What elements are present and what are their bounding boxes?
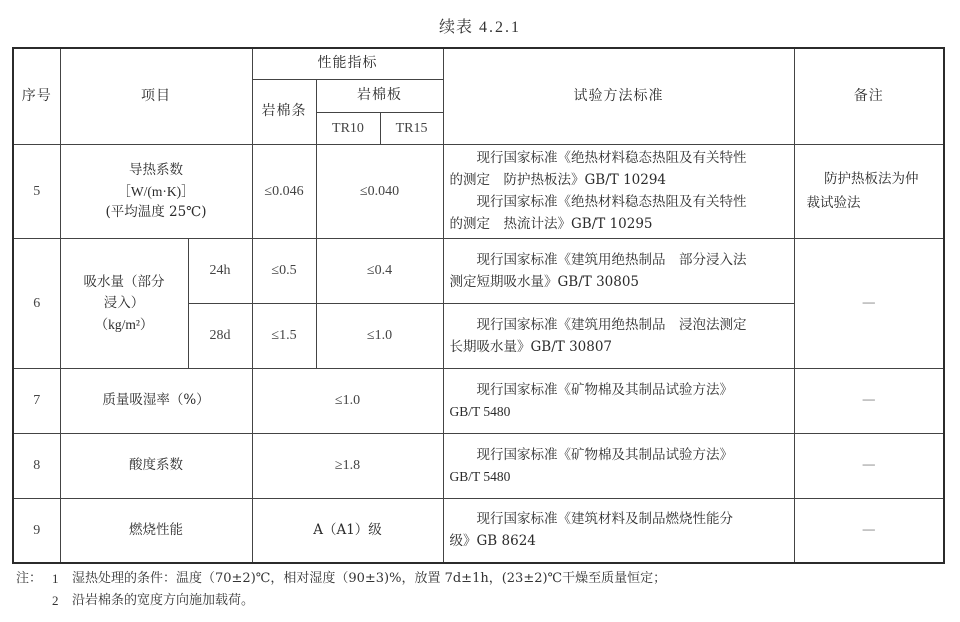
note-index: 2 — [52, 593, 59, 608]
method-line: 的测定 防护热板法》GB/T 10294 — [449, 172, 667, 188]
header-tr10: TR10 — [316, 112, 380, 144]
header-method: 试验方法标准 — [443, 48, 794, 144]
header-performance: 性能指标 — [252, 48, 443, 79]
row-period: 28d — [188, 303, 252, 368]
method-line: 现行国家标准《建筑材料及制品燃烧性能分 — [476, 511, 734, 528]
item-line: 浸入） — [103, 294, 145, 311]
row-item — [60, 144, 252, 238]
table-row — [13, 238, 944, 303]
header-item: 项目 — [60, 48, 252, 144]
table-row — [13, 433, 944, 498]
table-caption — [0, 14, 960, 37]
method-line: 级》GB 8624 — [449, 533, 536, 550]
header-remark: 备注 — [794, 48, 944, 144]
row-seq: 9 — [13, 498, 60, 563]
row-value: ≤1.0 — [252, 368, 443, 433]
row-seq: 6 — [13, 238, 60, 368]
row-method — [443, 368, 794, 433]
header-row-1 — [13, 48, 944, 79]
row-method — [443, 144, 794, 238]
performance-spec-table — [12, 47, 945, 564]
row-board-value: ≤1.0 — [316, 303, 443, 368]
item-line: 导热系数 — [129, 161, 183, 178]
header-rock-wool-strip: 岩棉条 — [252, 79, 316, 144]
row-item — [60, 238, 188, 368]
row-value: ≥1.8 — [252, 433, 443, 498]
row-strip-value: ≤0.046 — [252, 144, 316, 238]
row-method — [443, 433, 794, 498]
table-notes — [16, 568, 666, 612]
row-seq: 5 — [13, 144, 60, 238]
row-remark: — — [794, 238, 944, 368]
row-remark: — — [794, 368, 944, 433]
row-value: A（A1）级 — [252, 498, 443, 563]
row-board-value: ≤0.040 — [316, 144, 443, 238]
caption-number: 4.2.1 — [479, 19, 521, 36]
method-line: 现行国家标准《矿物棉及其制品试验方法》 — [476, 381, 734, 398]
method-line: 测定短期吸水量》GB/T 30805 — [449, 273, 640, 290]
item-line: (平均温度 25℃) — [105, 203, 207, 220]
caption-prefix: 续表 — [438, 17, 473, 36]
header-tr15: TR15 — [380, 112, 443, 144]
item-line: ［W/(m·K)］ — [117, 183, 195, 199]
row-method — [443, 238, 794, 303]
note-text: 湿热处理的条件：温度（70±2)℃，相对湿度（90±3)%，放置 7d±1h，(23±2)℃干燥至质量恒定； — [72, 571, 667, 586]
header-rock-wool-board: 岩棉板 — [316, 79, 443, 112]
method-line: 现行国家标准《建筑用绝热制品 部分浸入法 — [476, 251, 747, 268]
row-remark: — — [794, 498, 944, 563]
method-line: 长期吸水量》GB/T 30807 — [449, 338, 613, 355]
method-line: 现行国家标准《绝热材料稳态热阻及有关特性 — [476, 194, 747, 210]
row-seq: 7 — [13, 368, 60, 433]
method-line: GB/T 5480 — [449, 403, 511, 419]
note-item — [16, 590, 666, 612]
note-text: 沿岩棉条的宽度方向施加载荷。 — [72, 593, 255, 608]
table-row — [13, 498, 944, 563]
table-row — [13, 368, 944, 433]
table-row — [13, 144, 944, 238]
method-line: 现行国家标准《绝热材料稳态热阻及有关特性 — [476, 150, 747, 166]
row-period: 24h — [188, 238, 252, 303]
method-line: 现行国家标准《矿物棉及其制品试验方法》 — [476, 446, 734, 463]
notes-label: 注： — [16, 571, 43, 586]
row-item: 酸度系数 — [60, 433, 252, 498]
item-line: （kg/m²） — [94, 316, 154, 332]
row-method — [443, 498, 794, 563]
note-index: 1 — [52, 571, 59, 586]
item-line: 吸水量（部分 — [83, 273, 165, 290]
row-item: 燃烧性能 — [60, 498, 252, 563]
row-seq: 8 — [13, 433, 60, 498]
row-board-value: ≤0.4 — [316, 238, 443, 303]
row-remark: — — [794, 433, 944, 498]
method-line: 现行国家标准《建筑用绝热制品 浸泡法测定 — [476, 316, 747, 333]
method-line: 的测定 热流计法》GB/T 10295 — [449, 216, 653, 232]
method-line: GB/T 5480 — [449, 468, 511, 484]
note-item — [16, 568, 666, 590]
header-seq: 序号 — [13, 48, 60, 144]
row-remark: 防护热板法为仲裁试验法 — [794, 144, 944, 238]
row-strip-value: ≤0.5 — [252, 238, 316, 303]
row-item: 质量吸湿率（%） — [60, 368, 252, 433]
row-strip-value: ≤1.5 — [252, 303, 316, 368]
row-method — [443, 303, 794, 368]
